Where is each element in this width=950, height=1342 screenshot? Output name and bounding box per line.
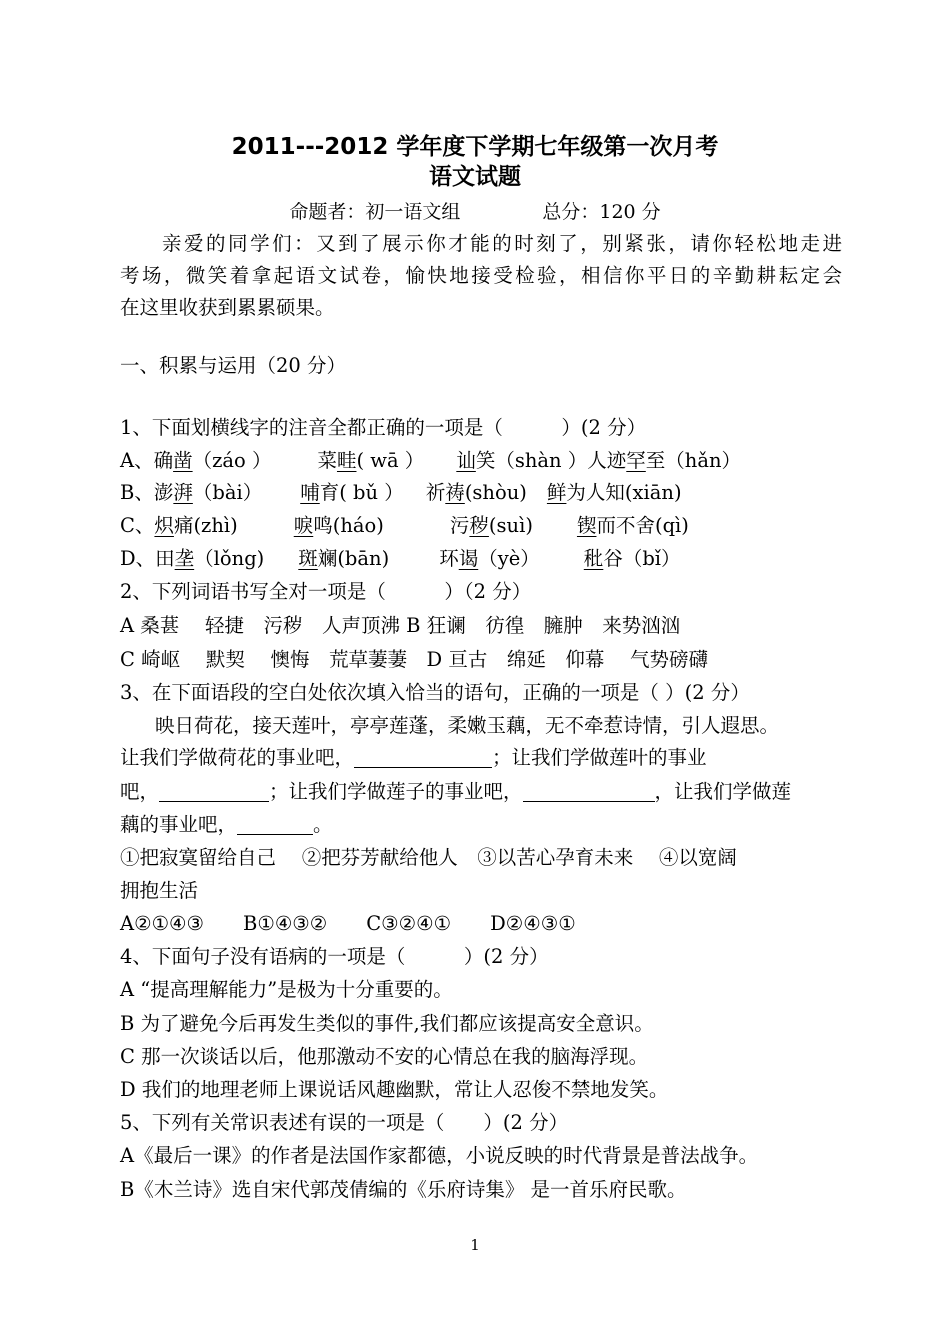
total-score-text: 总分：120 分 [542, 201, 661, 223]
intro-line-3: 在这里收获到累累硕果。 [120, 296, 335, 319]
exam-meta [0, 197, 950, 224]
q5-option-b: B《木兰诗》选自宋代郭茂倩编的《乐府诗集》 是一首乐府民歌。 [120, 1178, 687, 1201]
q1-option-a: A、确凿（záo ） 菜畦( wā ） 讪笑（shàn ）人迹罕至（hǎn） [120, 449, 742, 472]
answer-blank-2[interactable] [159, 781, 269, 802]
q5-stem: 5、下列有关常识表述有误的一项是（ ）(2 分） [120, 1111, 569, 1134]
section-heading: 一、积累与运用（20 分） [120, 354, 347, 377]
intro-line-1: 亲爱的同学们：又到了展示你才能的时刻了，别紧张，请你轻松地走进 [162, 232, 842, 255]
q3-answers: A②①④③ B①④③② C③②④① D②④③① [120, 912, 576, 935]
q4-option-c: C 那一次谈话以后，他那激动不安的心情总在我的脑海浮现。 [120, 1045, 649, 1068]
q1-option-d: D、田垄（lǒng) 斑斓(bān) 环谒（yè） 秕谷（bǐ） [120, 547, 681, 570]
q2-line-a: A 桑葚 轻捷 污秽 人声顶沸 B 狂谰 彷徨 臃肿 来势汹汹 [120, 614, 681, 637]
q1-stem: 1、下面划横线字的注音全都正确的一项是（ ）(2 分） [120, 416, 647, 439]
q4-option-d: D 我们的地理老师上课说话风趣幽默，常让人忍俊不禁地发笑。 [120, 1078, 669, 1101]
q5-option-a: A《最后一课》的作者是法国作家都德，小说反映的时代背景是普法战争。 [120, 1144, 759, 1167]
q3-paragraph-1: 映日荷花，接天莲叶，亭亭莲蓬，柔嫩玉藕，无不牵惹诗情，引人遐思。 [155, 714, 780, 737]
q3-paragraph-4: 藕的事业吧， 。 [120, 813, 333, 836]
q1-option-b: B、澎湃（bài） 哺育( bǔ ） 祈祷(shòu) 鲜为人知(xiān) [120, 481, 682, 504]
page-number: 1 [470, 1236, 480, 1254]
q3-paragraph-3: 吧， ；让我们学做莲子的事业吧， ，让我们学做莲 [120, 780, 792, 803]
q1-option-c: C、炽痛(zhì) 唳鸣(háo) 污秽(suì) 锲而不舍(qì) [120, 514, 689, 537]
answer-blank-1[interactable] [354, 747, 492, 768]
q3-options-line-1: ①把寂寞留给自己 ②把芬芳献给他人 ③以苦心孕育未来 ④以宽阔 [120, 846, 737, 869]
q4-option-a: A “提高理解能力”是极为十分重要的。 [120, 978, 453, 1001]
q3-stem: 3、在下面语段的空白处依次填入恰当的语句，正确的一项是（ ）(2 分） [120, 681, 750, 704]
q4-stem: 4、下面句子没有语病的一项是（ ）(2 分） [120, 945, 549, 968]
exam-subtitle: 语文试题 [429, 164, 521, 190]
answer-blank-3[interactable] [523, 781, 655, 802]
q3-paragraph-2: 让我们学做荷花的事业吧， ；让我们学做莲叶的事业 [120, 746, 707, 769]
author-text: 命题者：初一语文组 [289, 201, 461, 223]
intro-line-2: 考场，微笑着拿起语文试卷，愉快地接受检验，相信你平日的辛勤耕耘定会 [120, 264, 842, 287]
q2-line-c: C 崎岖 默契 懊悔 荒草萋萋 D 亘古 绵延 仰幕 气势磅礴 [120, 648, 709, 671]
exam-title: 2011---2012 学年度下学期七年级第一次月考 [231, 134, 719, 160]
q3-options-line-2: 拥抱生活 [120, 879, 199, 902]
q2-stem: 2、下列词语书写全对一项是（ ）（2 分） [120, 580, 532, 603]
answer-blank-4[interactable] [237, 814, 313, 835]
q4-option-b: B 为了避免今后再发生类似的事件,我们都应该提高安全意识。 [120, 1012, 654, 1035]
